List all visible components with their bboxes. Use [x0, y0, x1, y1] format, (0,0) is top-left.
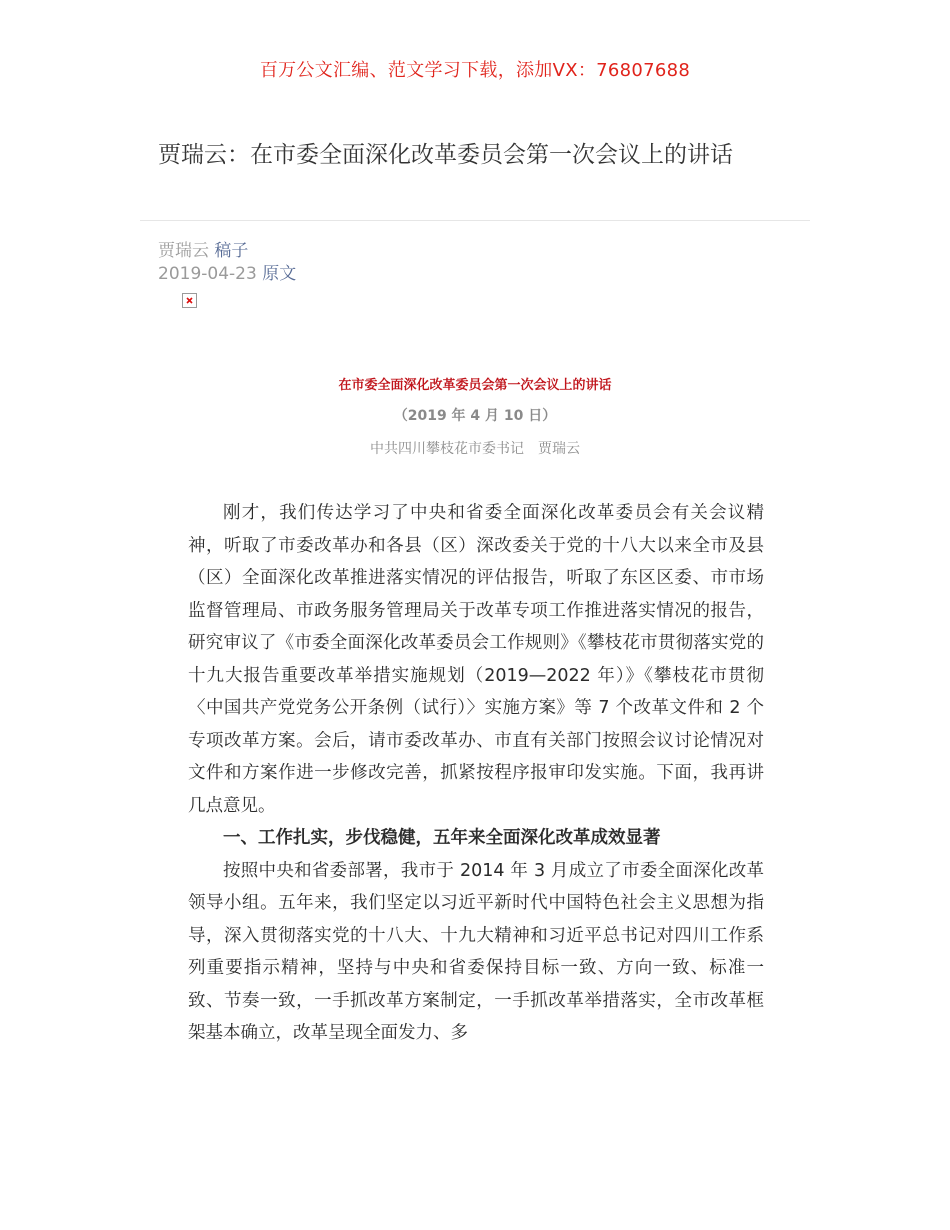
article-body	[188, 497, 764, 1050]
publish-date: 2019-04-23	[158, 264, 257, 284]
article-meta-date	[158, 263, 296, 285]
broken-image-icon	[182, 293, 197, 308]
speech-author: 中共四川攀枝花市委书记 贾瑞云	[370, 441, 580, 457]
article-title: 贾瑞云：在市委全面深化改革委员会第一次会议上的讲话	[158, 142, 733, 168]
promo-banner: 百万公文汇编、范文学习下载，添加VX：76807688	[259, 60, 691, 81]
original-link[interactable]: 原文	[262, 264, 297, 284]
body-paragraph: 刚才，我们传达学习了中央和省委全面深化改革委员会有关会议精神，听取了市委改革办和各县（区）深改委关于党的十八大以来全市及县（区）全面深化改革推进落实情况的评估报告，听取了东区区委、市市场监督管理局、市政务服务管理局关于改革专项工作推进落实情况的报告，研究审议了《市委全面深化改革委员会工作规则》《攀枝花市贯彻落实党的十九大报告重要改革举措实施规划（2019—2022 年）》《攀枝花市贯彻〈中国共产党党务公开条例（试行）〉实施方案》等 7 个改革文件和 2 个专项改革方案。会后，请市委改革办、市直有关部门按照会议讨论情况对文件和方案作进一步修改完善，抓紧按程序报审印发实施。下面，我再讲几点意见。	[188, 503, 764, 816]
speech-date: （2019 年 4 月 10 日）	[393, 408, 557, 424]
speech-title: 在市委全面深化改革委员会第一次会议上的讲话	[338, 378, 612, 393]
body-paragraph: 按照中央和省委部署，我市于 2014 年 3 月成立了市委全面深化改革领导小组。五年来，我们坚定以习近平新时代中国特色社会主义思想为指导，深入贯彻落实党的十八大、十九大精神和习近平总书记对四川工作系列重要指示精神，坚持与中央和省委保持目标一致、方向一致、标准一致、节奏一致，一手抓改革方案制定，一手抓改革举措落实，全市改革框架基本确立，改革呈现全面发力、多	[188, 860, 764, 1043]
article-meta-author	[158, 240, 248, 262]
source-link[interactable]: 稿子	[214, 241, 249, 261]
title-divider	[140, 220, 810, 221]
section-heading: 一、工作扎实，步伐稳健，五年来全面深化改革成效显著	[223, 828, 661, 848]
author-name: 贾瑞云	[158, 241, 209, 261]
